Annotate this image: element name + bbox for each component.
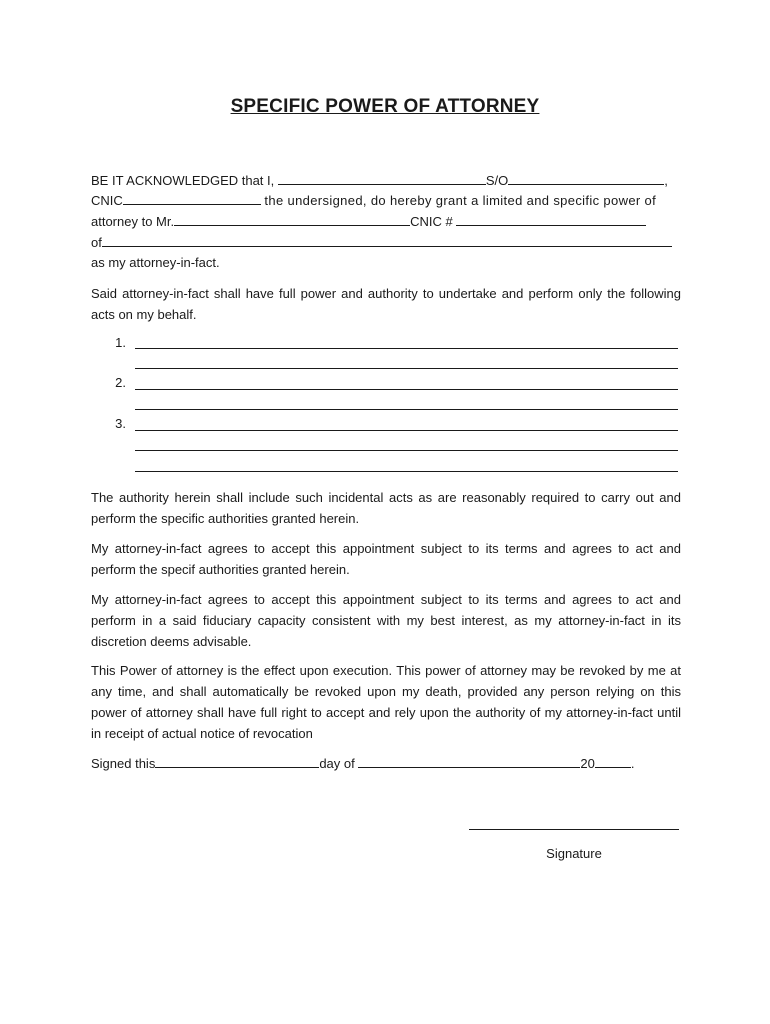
intro-line-2 [91, 190, 681, 211]
signature-label: Signature [546, 846, 602, 861]
signed-year-blank[interactable] [595, 754, 631, 768]
cnic-label: CNIC [91, 193, 123, 208]
attorney-address-blank[interactable] [102, 233, 672, 247]
intro-line-4 [91, 232, 681, 253]
paragraph-incidental-acts: The authority herein shall include such incidental acts as are reasonably required to carry out and perform the specific authorities granted herein. [91, 490, 681, 526]
acknowledged-text: BE IT ACKNOWLEDGED that I, [91, 173, 275, 188]
signature-line[interactable] [469, 829, 679, 830]
cnic-hash-label: CNIC # [410, 214, 453, 229]
act-number: 1. [115, 335, 126, 350]
paragraph-fiduciary: My attorney-in-fact agrees to accept this appointment subject to its terms and agrees to act and perform in a said fiduciary capacity consistent with my best interest, as my attorney-in-fact in its discretion deems advisable. [91, 592, 681, 649]
grantor-name-blank[interactable] [278, 171, 486, 185]
acts-intro: Said attorney-in-fact shall have full power and authority to undertake and perform only the following acts on my behalf. [91, 286, 681, 322]
father-name-blank[interactable] [508, 171, 664, 185]
grant-text: the undersigned, do hereby grant a limited and specific power of [264, 193, 657, 208]
signed-this-text: Signed this [91, 756, 156, 771]
day-of-text: day of [319, 756, 355, 771]
so-label: S/O [485, 173, 509, 188]
act-1-line-1[interactable] [135, 348, 678, 349]
paragraph-acceptance: My attorney-in-fact agrees to accept this appointment subject to its terms and agrees to act and perform the specif authorities granted herein. [91, 541, 681, 577]
signed-month-blank[interactable] [358, 754, 580, 768]
signed-day-blank[interactable] [155, 754, 319, 768]
act-1-line-2[interactable] [135, 368, 678, 369]
period-text: . [630, 756, 635, 771]
document-title: SPECIFIC POWER OF ATTORNEY [230, 96, 540, 117]
act-2-line-1[interactable] [135, 389, 678, 390]
act-3-line-2[interactable] [135, 450, 678, 451]
act-number: 2. [115, 375, 126, 390]
intro-line-3 [91, 211, 681, 232]
act-3-line-3[interactable] [135, 471, 678, 472]
act-number: 3. [115, 416, 126, 431]
act-2-line-2[interactable] [135, 409, 678, 410]
intro-line-1 [91, 170, 681, 191]
year-prefix-text: 20 [580, 756, 595, 771]
attorney-to-text: attorney to Mr. [91, 214, 175, 229]
attorney-name-blank[interactable] [174, 212, 410, 226]
paragraph-revocation: This Power of attorney is the effect upon execution. This power of attorney may be revoked by me at any time, and shall automatically be revoked upon my death, provided any person relying on this power of attorney shall have full right to accept and rely upon the authority of my attorney-in-fact until in receipt of actual notice of revocation [91, 663, 681, 741]
intro-line-5: as my attorney-in-fact. [91, 255, 220, 270]
comma-text: , [664, 173, 668, 188]
signed-line [91, 753, 681, 774]
grantor-cnic-blank[interactable] [123, 191, 261, 205]
of-label: of [91, 235, 102, 250]
act-3-line-1[interactable] [135, 430, 678, 431]
attorney-cnic-blank[interactable] [456, 212, 646, 226]
